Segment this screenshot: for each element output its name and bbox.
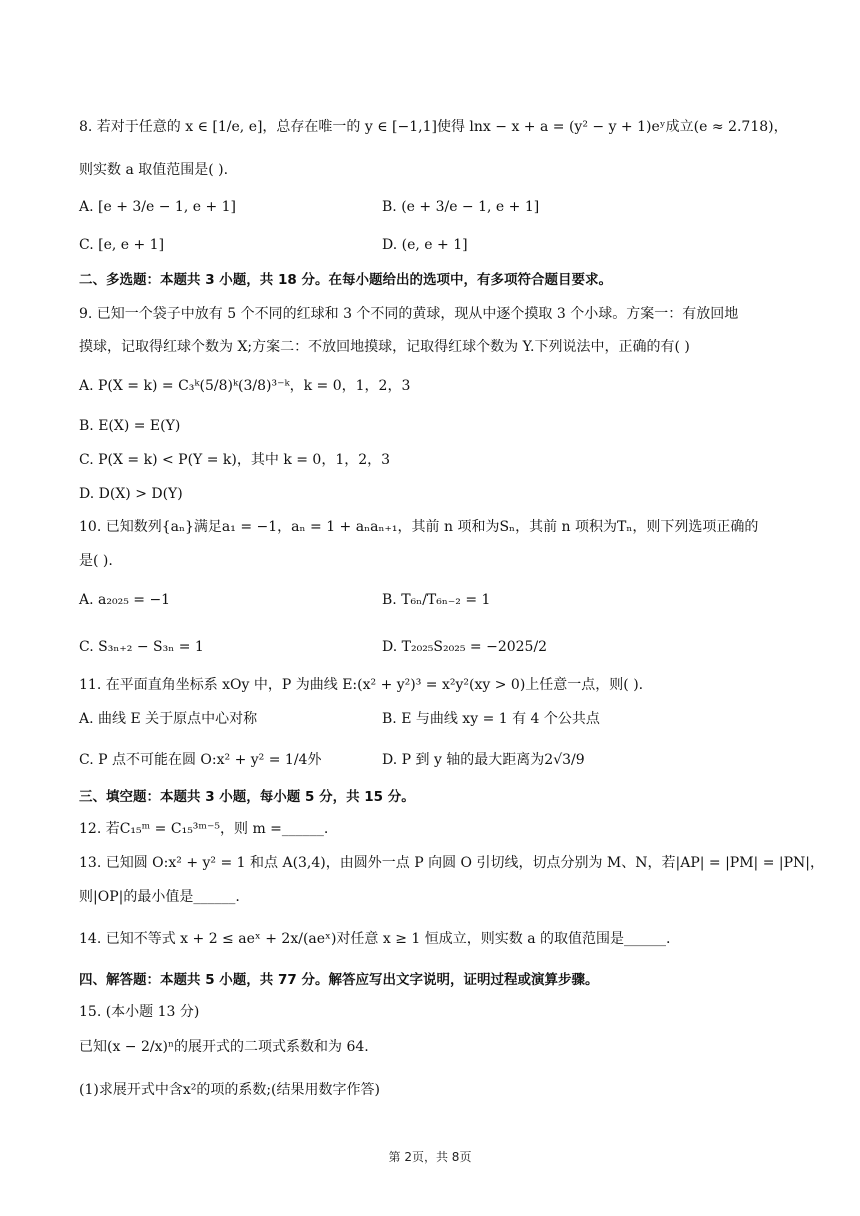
q9-option-c: C. P(X = k) < P(Y = k)，其中 k = 0，1，2，3 <box>79 452 391 468</box>
q8-option-d: D. (e, e + 1] <box>382 237 468 253</box>
page-footer: 第 2页，共 8页 <box>388 1150 472 1164</box>
q10-option-c: C. S₃ₙ₊₂ − S₃ₙ = 1 <box>79 639 204 655</box>
q11-stem: 11. 在平面直角坐标系 xOy 中，P 为曲线 E:(x² + y²)³ = x²y²(xy > 0)上任意一点，则( ). <box>79 677 644 693</box>
q15-part1: (1)求展开式中含x²的项的系数;(结果用数字作答) <box>79 1082 380 1098</box>
q11-option-c: C. P 点不可能在圆 O:x² + y² = 1/4外 <box>79 752 322 768</box>
q10-stem-line1: 10. 已知数列{aₙ}满足a₁ = −1，aₙ = 1 + aₙaₙ₊₁，其前 n 项和为Sₙ，其前 n 项积为Tₙ，则下列选项正确的 <box>79 519 759 535</box>
q9-option-a: A. P(X = k) = C₃ᵏ(5/8)ᵏ(3/8)³⁻ᵏ，k = 0，1，2，3 <box>79 378 411 394</box>
q9-stem-line1: 9. 已知一个袋子中放有 5 个不同的红球和 3 个不同的黄球，现从中逐个摸取 3 个小球。方案一：有放回地 <box>79 306 739 322</box>
q10-option-d: D. T₂₀₂₅S₂₀₂₅ = −2025/2 <box>382 639 548 655</box>
q10-stem-line2: 是( ). <box>79 553 113 569</box>
q10-option-b: B. T₆ₙ/T₆ₙ₋₂ = 1 <box>382 592 491 608</box>
q8-stem-line1: 8. 若对于任意的 x ∈ [1/e, e]，总存在唯一的 y ∈ [−1,1]使得 lnx − x + a = (y² − y + 1)eʸ成立(e ≈ 2.718)， <box>79 119 788 135</box>
q11-option-d: D. P 到 y 轴的最大距离为2√3/9 <box>382 752 585 768</box>
q8-stem-line2: 则实数 a 取值范围是( ). <box>79 162 229 178</box>
q14-stem: 14. 已知不等式 x + 2 ≤ aeˣ + 2x/(aeˣ)对任意 x ≥ 1 恒成立，则实数 a 的取值范围是______. <box>79 931 671 947</box>
q9-stem-line2: 摸球，记取得红球个数为 X;方案二：不放回地摸球，记取得红球个数为 Y.下列说法中，正确的有( ) <box>79 339 690 355</box>
q8-option-c: C. [e, e + 1] <box>79 237 165 253</box>
section-multiple-choice-heading: 二、多选题：本题共 3 小题，共 18 分。在每小题给出的选项中，有多项符合题目要求。 <box>79 272 612 288</box>
q11-option-a: A. 曲线 E 关于原点中心对称 <box>79 711 258 727</box>
q10-option-a: A. a₂₀₂₅ = −1 <box>79 592 171 608</box>
q8-option-a: A. [e + 3/e − 1, e + 1] <box>79 199 237 215</box>
q8-option-b: B. (e + 3/e − 1, e + 1] <box>382 199 540 215</box>
section-solution-heading: 四、解答题：本题共 5 小题，共 77 分。解答应写出文字说明，证明过程或演算步骤。 <box>79 972 599 988</box>
q15-stem: 已知(x − 2/x)ⁿ的展开式的二项式系数和为 64. <box>79 1039 369 1055</box>
q13-line2: 则|OP|的最小值是______. <box>79 889 240 905</box>
q9-option-b: B. E(X) = E(Y) <box>79 418 181 434</box>
q12-stem: 12. 若C₁₅ᵐ = C₁₅³ᵐ⁻⁵，则 m =______. <box>79 821 329 837</box>
section-fill-blank-heading: 三、填空题：本题共 3 小题，每小题 5 分，共 15 分。 <box>79 789 415 805</box>
q15-header: 15. (本小题 13 分) <box>79 1004 200 1020</box>
q9-option-d: D. D(X) > D(Y) <box>79 486 183 502</box>
q11-option-b: B. E 与曲线 xy = 1 有 4 个公共点 <box>382 711 600 727</box>
q13-line1: 13. 已知圆 O:x² + y² = 1 和点 A(3,4)，由圆外一点 P 向圆 O 引切线，切点分别为 M、N，若|AP| = |PM| = |PN|， <box>79 855 825 871</box>
